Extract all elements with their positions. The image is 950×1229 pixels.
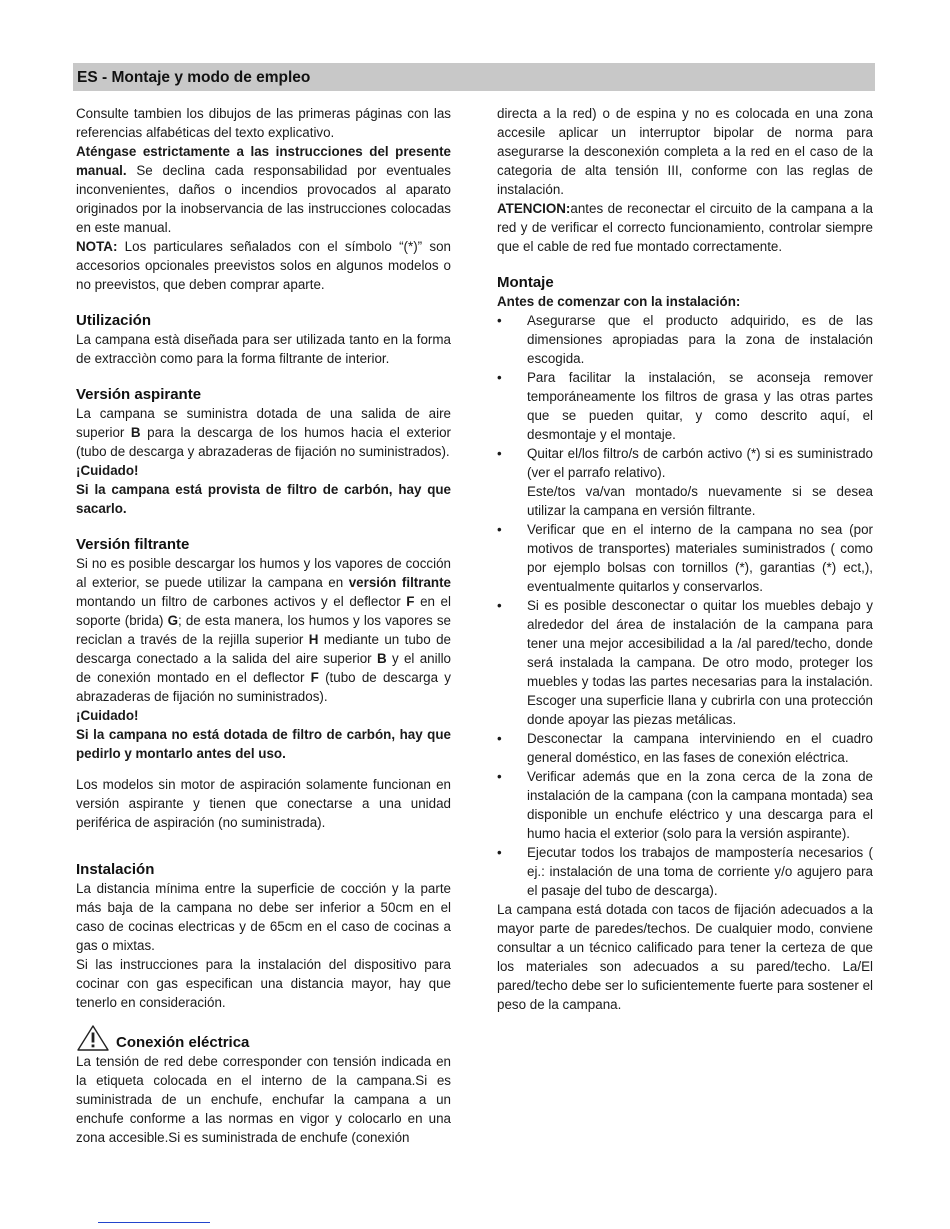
- list-item: • Verificar que en el interno de la campana no sea (por motivos de transportes) materiales suministrados ( como por ejemplo bolsas con tornillos (*), garantias (*) ect,), eventualmente quitarlos y conservarlos.: [497, 520, 873, 596]
- disclaimer-text: Se declina cada responsabilidad por eventuales inconvenientes, daños o incendios provocados al aparato originados por la inobservancia de las instrucciones colocadas en este manual.: [76, 163, 451, 235]
- filtrante-warning: Si la campana no está dotada de filtro de carbón, hay que pedirlo y montarlo antes del uso.: [76, 727, 451, 761]
- left-column: [76, 104, 451, 1147]
- list-item: • Si es posible desconectar o quitar los muebles debajo y alrededor del área de instalación de la campana para tener una mejor accesibilidad a la /al pared/techo, donde será instalada la campana. De otro modo, proteger los muebles y todas las partes necesarias para la instalación. Escoger una superficie llana y cubrirla con una protección donde apoyar las piezas metálicas.: [497, 596, 873, 729]
- nota-text: Los particulares señalados con el símbolo “(*)” son accesorios opcionales preevistos solos en algunos modelos o no preevistos, que deben comprar aparte.: [76, 239, 451, 292]
- atencion-text: antes de reconectar el circuito de la campana a la red y de verificar el correcto funcionamiento, controlar siempre que el cable de red fue montado correctamente.: [497, 201, 873, 254]
- closing-paragraph: La campana está dotada con tacos de fijación adecuados a la mayor parte de paredes/techos. De cualquier modo, conviene consultar a un técnico calificado para tener la certeza de que los materiales son adecuados a su pared/techo. La/El pared/techo debe ser lo suficientemente fuerte para sostener el peso de la campana.: [497, 902, 873, 1012]
- atencion-paragraph: [497, 199, 873, 256]
- aspirante-heading: Versión aspirante: [76, 386, 202, 403]
- instalacion-text-2: Si las instrucciones para la instalación del dispositivo para cocinar con gas especifican una distancia mayor, hay que tenerlo en consideración.: [76, 957, 451, 1010]
- section-header: ES - Montaje y modo de empleo: [73, 63, 875, 91]
- conexion-continued-text: directa a la red) o de espina y no es colocada en una zona accesile aplicar un interruptor bipolar de norma para asegurarse la desconexión completa a la red en el caso de la categoria de alta tensión III, conforme con las reglas de instalación.: [497, 106, 873, 197]
- footer-rule: [98, 1222, 210, 1223]
- montaje-heading: Montaje: [497, 274, 554, 291]
- disclaimer-bold: Aténgase estrictamente a las instrucciones del presente manual.: [76, 144, 451, 178]
- filtrante-cuidado: ¡Cuidado!: [76, 708, 139, 723]
- aspirante-warning: Si la campana está provista de filtro de carbón, hay que sacarlo.: [76, 482, 451, 516]
- modelos-text: Los modelos sin motor de aspiración solamente funcionan en versión aspirante y tienen que conectarse a una unidad periférica de aspiración (no suministrada).: [76, 777, 451, 830]
- conexion-text: La tensión de red debe corresponder con tensión indicada en la etiqueta colocada en el interno de la campana.Si es suministrada de un enchufe, enchufar la campana a un enchufe conforme a las normas en vigor y colocarlo en una zona accesible.Si es suministrada de enchufe (conexión: [76, 1054, 451, 1145]
- utilizacion-text: La campana està diseñada para ser utilizada tanto en la forma de extraccìòn como para la forma filtrante de interior.: [76, 332, 451, 366]
- instalacion-text-1: La distancia mínima entre la superficie de cocción y la parte más baja de la campana no debe ser inferior a 50cm en el caso de cocinas electricas y de 65cm en el caso de cocinas a gas o mixtas.: [76, 881, 451, 953]
- aspirante-text: La campana se suministra dotada de una salida de aire superior B para la descarga de los humos hacia el exterior (tubo de descarga y abrazaderas de fijación no suministrados).: [76, 406, 451, 459]
- conexion-heading-row: [76, 1024, 451, 1052]
- nota-paragraph: [76, 237, 451, 294]
- list-item-extra: Este/tos va/van montado/s nuevamente si se desea utilizar la campana en versión filtrante.: [527, 484, 873, 518]
- instalacion-heading: Instalación: [76, 861, 155, 878]
- list-item: • Quitar el/los filtro/s de carbón activo (*) si es suministrado (ver el parrafo relativo). Este/tos va/van montado/s nuevamente si se desea utilizar la campana en versión filtrante.: [497, 444, 873, 520]
- list-item: • Asegurarse que el producto adquirido, es de las dimensiones apropiadas para la zona de instalación escogida.: [497, 311, 873, 368]
- utilizacion-heading: Utilización: [76, 312, 152, 329]
- conexion-heading: Conexión eléctrica: [116, 1034, 250, 1051]
- montaje-subheading: Antes de comenzar con la instalación:: [497, 294, 741, 309]
- aspirante-cuidado: ¡Cuidado!: [76, 463, 139, 478]
- list-item: • Para facilitar la instalación, se aconseja remover temporáneamente los filtros de grasa y las otras partes que se pueden quitar, y como descrito aquí, el desmontaje y el montaje.: [497, 368, 873, 444]
- list-item: • Desconectar la campana interviniendo en el cuadro general doméstico, en las fases de conexión eléctrica.: [497, 729, 873, 767]
- intro-paragraph: Consulte tambien los dibujos de las primeras páginas con las referencias alfabéticas del texto explicativo.: [76, 106, 451, 140]
- atencion-label: ATENCION:: [497, 201, 571, 216]
- right-column: [497, 104, 873, 1014]
- montaje-list: [497, 311, 873, 900]
- nota-label: NOTA:: [76, 239, 118, 254]
- filtrante-heading: Versión filtrante: [76, 536, 190, 553]
- filtrante-text: Si no es posible descargar los humos y los vapores de cocción al exterior, se puede utilizar la campana en versión filtrante montando un filtro de carbones activos y el deflector F en el soporte (brida) G; de esta manera, los humos y los vapores se reciclan a través de la rejilla superior H mediante un tubo de descarga conectado a la salida del aire superior B y el anillo de conexión montado en el deflector F (tubo de descarga y abrazaderas de fijación no suministrados).: [76, 556, 451, 704]
- disclaimer-paragraph: [76, 142, 451, 237]
- warning-triangle-icon: [76, 1024, 110, 1052]
- list-item: • Ejecutar todos los trabajos de mampostería necesarios ( ej.: instalación de una toma de corriente y/o agujero para el pasaje del tubo de descarga).: [497, 843, 873, 900]
- list-item: • Verificar además que en la zona cerca de la zona de instalación de la campana (con la campana montada) sea disponible un enchufe eléctrico y una descarga para el humo hacia el exterior (solo para la versión aspirante).: [497, 767, 873, 843]
